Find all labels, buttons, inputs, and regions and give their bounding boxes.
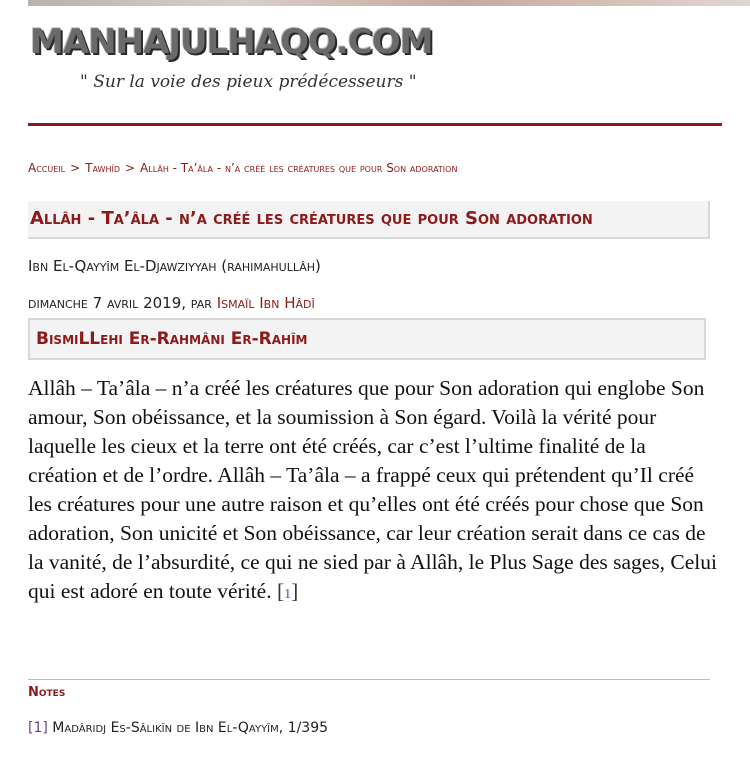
notes-heading: Notes (28, 685, 66, 700)
article-title-box (28, 201, 710, 239)
article-body-text: Allâh – Ta’âla – n’a créé les créatures que pour Son adoration qui englobe Son amour, Son obéissance, et la soumission à Son égard. Voilà la vérité pour laquelle les cieux et la terre ont été créés, car c’est l’ultime finalité de la création et de l’ordre. Allâh – Ta’âla – a frappé ceux qui prétendent qu’Il créé les créatures pour une autre raison et qu’elles ont été créés pour chose que Son adoration, Son unicité et Son obéissance, car leur création serait dans ce cas de la vanité, de l’absurdité, ce qui ne sied par à Allâh, le Plus Sage des sages, Celui qui est adoré en toute vérité. (28, 376, 718, 603)
article-dateline (28, 292, 315, 314)
footnote-link-1[interactable]: 1 (284, 587, 292, 602)
breadcrumb (28, 159, 457, 177)
footnote-bracket-close: ] (291, 579, 299, 603)
byline-prefix: par (190, 294, 212, 312)
site-tagline: " Sur la voie des pieux prédécesseurs " (80, 72, 417, 92)
article-title: Allâh - Ta’âla - n’a créé les créatures que pour Son adoration (30, 208, 593, 229)
footnote-reference (277, 579, 298, 603)
article-body (28, 374, 718, 609)
note-backlink-1[interactable]: [1] (28, 720, 48, 736)
notes-divider (28, 679, 710, 680)
breadcrumb-separator: > (70, 161, 81, 175)
note-text: Madâridj Es-Sâlikîn de Ibn El-Qayyîm, 1/395 (52, 720, 329, 736)
basmala-box (28, 318, 706, 360)
breadcrumb-separator: > (124, 161, 136, 175)
basmala-heading: BismiLLehi Er-Rahmâni Er-Rahîm (36, 329, 308, 349)
footnote-bracket-open: [ (276, 579, 285, 603)
article-author: Ibn El-Qayyîm El-Djawziyyah (rahimahullâh) (28, 257, 321, 275)
breadcrumb-category-link[interactable]: Tawhîd (85, 161, 120, 175)
site-logo[interactable]: MANHAJULHAQQ.COM (30, 22, 433, 62)
breadcrumb-current-link[interactable]: Allâh - Ta’âla - n’a créé les créatures que pour Son adoration (140, 161, 458, 175)
byline-author-link[interactable]: Ismaïl Ibn Hâdî (216, 294, 315, 312)
top-banner-strip (28, 0, 750, 6)
breadcrumb-home-link[interactable]: Accueil (28, 161, 66, 175)
header-divider (28, 123, 722, 126)
article-date: dimanche 7 avril 2019, (28, 294, 187, 312)
note-item (28, 718, 328, 738)
